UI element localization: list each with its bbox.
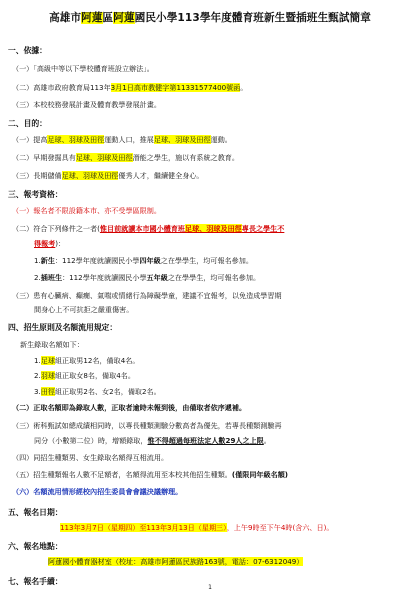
text: 1. (34, 356, 41, 365)
text: （三）長期儲備 (12, 171, 62, 180)
section-heading-registration-date: 五、報名日期： (8, 508, 63, 517)
text: 2. (34, 371, 41, 380)
eligibility-transfer-student (34, 274, 260, 281)
highlight-text: 田徑 (40, 387, 55, 396)
highlight-text: 113年3月7日（星期四）至113年3月13日（星期三） (60, 523, 227, 532)
text: 2. (34, 273, 41, 282)
basis-item-1: （一）「高級中等以下學校體育班設立辦法」。 (12, 64, 154, 73)
registration-date (60, 524, 333, 531)
quota-rule-6: （六）名額流用情形經校內招生委員會會議決議辦理。 (12, 487, 183, 496)
eligibility-item-2 (12, 225, 284, 232)
section-heading-registration-procedure: 七、報名手續： (8, 577, 63, 586)
text: （五）招生種類報名人數不足額者，名額得流用至本校其他招生種類。 (12, 470, 232, 479)
bold-text: 新生 (40, 256, 55, 265)
basis-item-2 (12, 84, 247, 91)
text: 。 (263, 436, 271, 445)
quota-rule-3: （三）術科甄試如總成績相同時，以專長種類測驗分數高者為優先，若專長種類測驗再 (12, 421, 282, 430)
text: 組正取男12名，備取4名。 (54, 356, 140, 365)
title-highlight: 阿蓮 (81, 12, 103, 24)
highlight-text: 羽球 (40, 371, 55, 380)
bold-text: 五年級 (146, 273, 168, 282)
highlight-text: 阿蓮 (48, 557, 63, 566)
red-text: 專長之學生不 (241, 224, 285, 233)
eligibility-item-2-cont (34, 240, 65, 247)
text: 同分（小數第二位）時，增額錄取， (34, 436, 148, 445)
section-heading-quota: 四、招生原則及名額流用規定： (8, 323, 118, 332)
quota-football (34, 357, 139, 364)
title-highlight: 阿蓮 (113, 12, 135, 24)
purpose-item-2 (12, 154, 239, 161)
section-heading-purpose: 二、目的： (8, 119, 47, 128)
text: 1. (34, 256, 41, 265)
purpose-item-1 (12, 136, 232, 143)
text: 運動。 (210, 135, 232, 144)
quota-rule-4: （四）同招生種類男、女生錄取名額得互相流用。 (12, 453, 169, 462)
highlight-text: 足球、羽球及田徑 (75, 153, 133, 162)
bold-text: 四年級 (139, 256, 161, 265)
text: 運動人口，推展 (104, 135, 154, 144)
eligibility-item-3: （三）患有心臟病、癲癇、氣喘或情緒行為障礙學童，建議不宜報考，以免造成學習期 (12, 291, 282, 300)
text: )： (55, 239, 66, 248)
bold-text: (僅限同年級名額) (231, 470, 289, 479)
quota-rule-3-cont (34, 437, 271, 444)
text: （二）符合下列條件之一者( (12, 224, 100, 233)
text: （一）提高 (12, 135, 48, 144)
text: ：112學年度就讀國民小學 (54, 256, 140, 265)
highlight-text: 足球、羽球及田徑 (61, 171, 119, 180)
highlight-text: 足球、羽球及田徑 (153, 135, 211, 144)
purpose-item-3 (12, 172, 204, 179)
quota-badminton (34, 372, 135, 379)
highlight-text: 3月1日高市教健字第11331577400號函 (110, 83, 241, 92)
registration-place (48, 558, 303, 565)
page-number: 1 (208, 584, 212, 591)
title-part: 區 (102, 12, 114, 24)
text: 之在學學生，均可報名參加。 (160, 256, 253, 265)
section-heading-registration-place: 六、報名地點： (8, 542, 63, 551)
text: 組正取女8名，備取4名。 (54, 371, 135, 380)
highlight-text: 足球 (40, 356, 55, 365)
bold-text: 插班生 (40, 273, 63, 282)
text: 潛能之學生，施以有系統之教育。 (132, 153, 239, 162)
bold-text: 惟不得超過每班法定人數29人之上限 (147, 436, 264, 445)
red-text: 惟目前就讀本市國小體育班 (99, 224, 186, 233)
text: 優秀人才，繼續健全身心。 (118, 171, 204, 180)
highlight-text: 足球、羽球及田徑 (47, 135, 105, 144)
section-heading-basis: 一、依據： (8, 46, 47, 55)
quota-intro: 新生錄取名額如下： (20, 340, 84, 349)
text: 3. (34, 387, 41, 396)
text: 組正取男2名、女2名，備取2名。 (54, 387, 161, 396)
title-part: 高雄市 (49, 12, 82, 24)
eligibility-new-student (34, 257, 253, 264)
highlight-text: 國小體育器材室（校址：高雄市阿蓮區民族路163號，電話：07-6312049） (62, 557, 304, 566)
document-title (8, 10, 412, 25)
text: 。 (240, 83, 248, 92)
text: （二）早期發掘具有 (12, 153, 76, 162)
eligibility-item-1: （一）報名者不限設籍本市、亦不受學區限制。 (12, 206, 161, 215)
red-text: ，上午9時至下午4時(含六、日)。 (226, 523, 334, 532)
highlight-text: 足球、羽球及田徑 (185, 224, 242, 233)
text: ：112學年度就讀國民小學 (62, 273, 147, 282)
text: （二）高雄市政府教育局113年 (12, 83, 111, 92)
red-text: 得報考 (34, 239, 56, 248)
eligibility-item-3-cont: 間身心上不可抗拒之嚴重傷害。 (34, 305, 134, 314)
quota-track (34, 388, 161, 395)
section-heading-eligibility: 三、報考資格： (8, 190, 63, 199)
title-part: 國民小學113學年度體育班新生暨插班生甄試簡章 (134, 12, 371, 24)
basis-item-3: （三）本校校務發展計畫及體育教學發展計畫。 (12, 100, 161, 109)
quota-rule-2: （二）正取名額即為錄取人數，正取者逾時未報到後，由備取者依序遞補。 (12, 403, 247, 412)
quota-rule-5 (12, 471, 288, 478)
text: 之在學學生，均可報名參加。 (167, 273, 261, 282)
